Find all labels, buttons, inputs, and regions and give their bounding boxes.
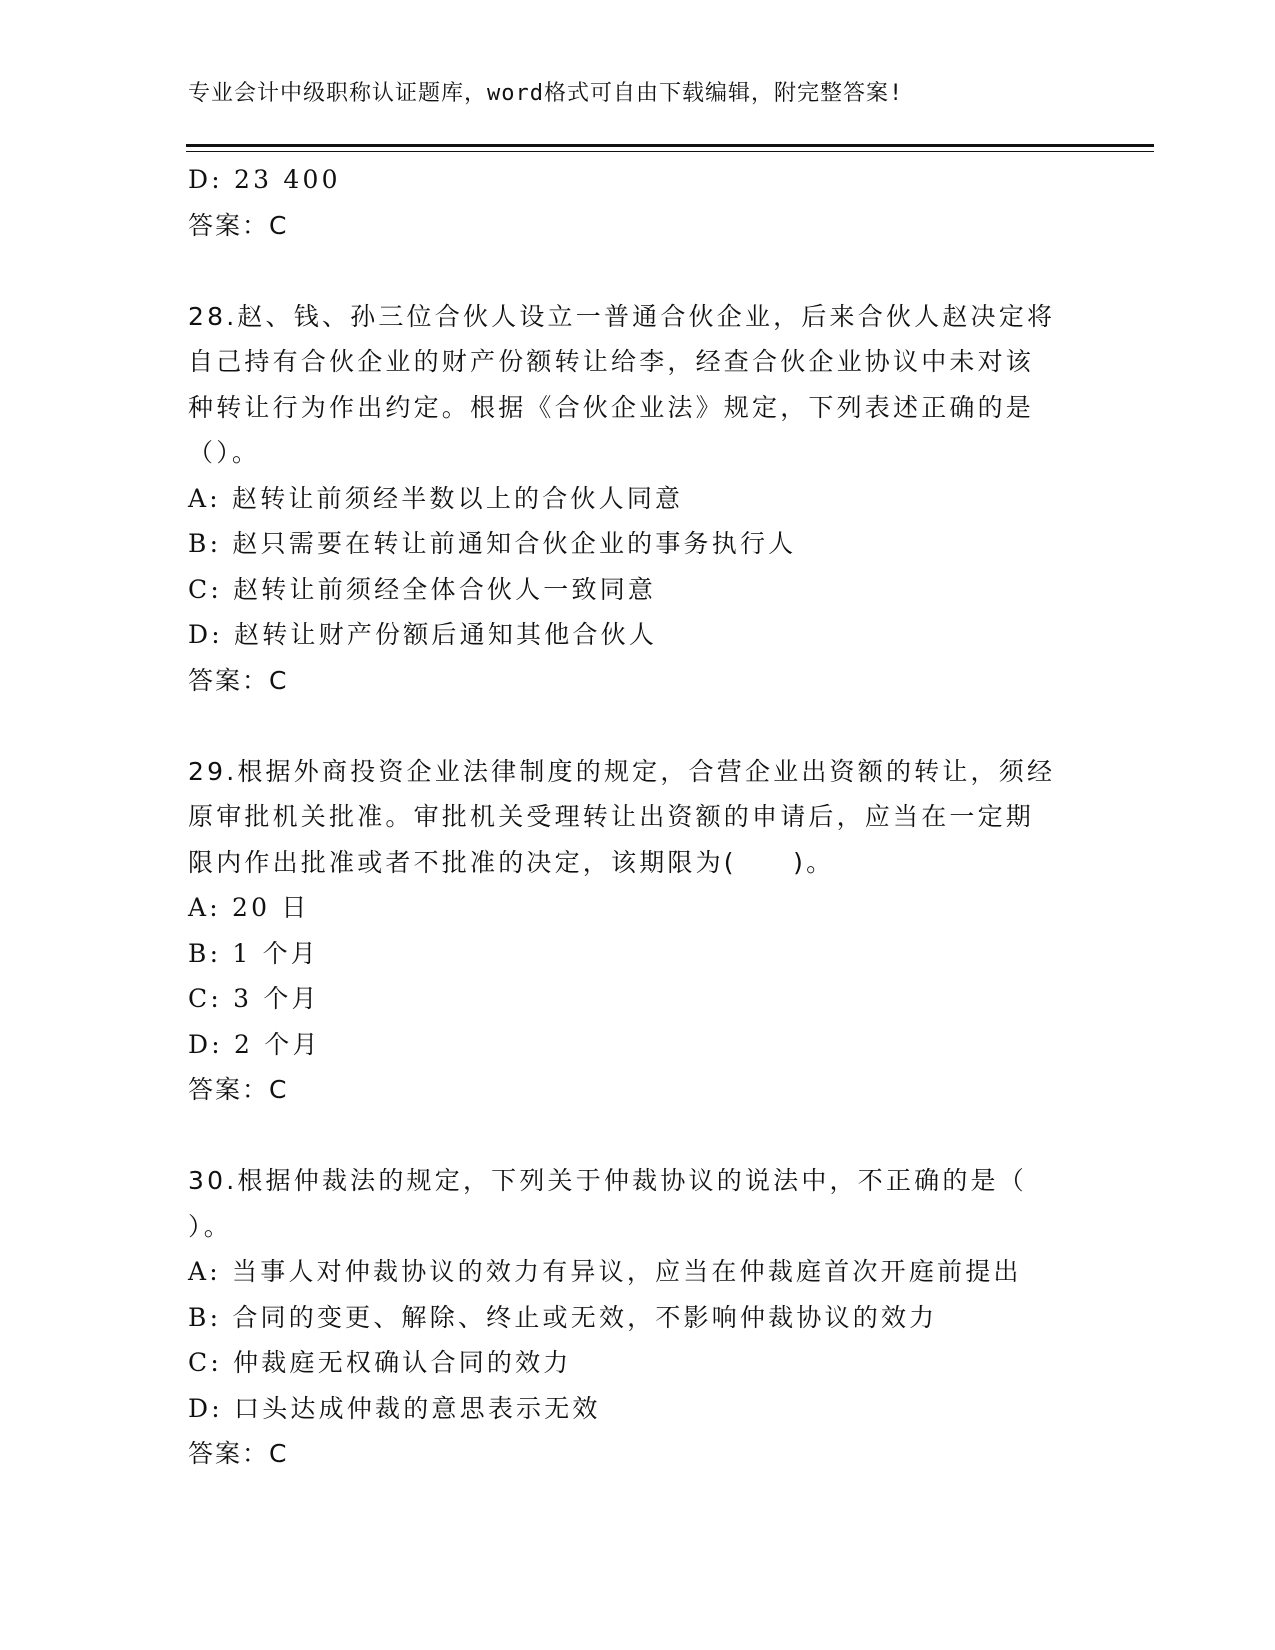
document-body: [188, 157, 1088, 1477]
question-29-option-d: D: 2 个月: [188, 1029, 321, 1059]
question-30-line-2: ）。: [188, 1211, 232, 1241]
question-29-answer: 答案：C: [188, 1075, 289, 1104]
question-29-line-2: 原审批机关批准。审批机关受理转让出资额的申请后，应当在一定期: [188, 802, 1035, 831]
question-29-option-b: B: 1 个月: [188, 938, 319, 968]
prev-option-d: D: 23 400: [188, 165, 341, 194]
question-29: [188, 749, 1088, 1113]
question-28: [188, 294, 1088, 704]
question-29-option-c: C: 3 个月: [188, 984, 320, 1013]
question-30-option-a: A: 当事人对仲裁协议的效力有异议，应当在仲裁庭首次开庭前提出: [188, 1257, 1022, 1286]
spacer: [188, 703, 1088, 749]
question-28-line-1: 28.赵、钱、孙三位合伙人设立一普通合伙企业，后来合伙人赵决定将: [188, 301, 1056, 331]
question-29-line-3: 限内作出批准或者不批准的决定，该期限为( )。: [188, 847, 835, 877]
question-30-option-b: B: 合同的变更、解除、终止或无效，不影响仲裁协议的效力: [188, 1302, 938, 1332]
question-29-line-1: 29.根据外商投资企业法律制度的规定，合营企业出资额的转让，须经: [188, 756, 1056, 786]
question-30-option-d: D: 口头达成仲裁的意思表示无效: [188, 1393, 601, 1423]
question-28-option-d: D: 赵转让财产份额后通知其他合伙人: [188, 620, 658, 649]
spacer: [188, 1113, 1088, 1159]
question-30-option-c: C: 仲裁庭无权确认合同的效力: [188, 1348, 572, 1377]
question-29-option-a: A: 20 日: [188, 893, 310, 922]
question-28-option-b: B: 赵只需要在转让前通知合伙企业的事务执行人: [188, 529, 797, 558]
question-28-line-3: 种转让行为作出约定。根据《合伙企业法》规定，下列表述正确的是: [188, 392, 1035, 422]
question-28-answer: 答案：C: [188, 665, 289, 695]
page-header-text: 专业会计中级职称认证题库，word格式可自由下载编辑，附完整答案!: [188, 81, 904, 106]
question-30-answer: 答案：C: [188, 1439, 289, 1468]
spacer: [188, 248, 1088, 294]
prev-answer: 答案：C: [188, 210, 289, 240]
question-30: [188, 1158, 1088, 1477]
question-28-line-4: （）。: [188, 438, 261, 467]
question-28-option-a: A: 赵转让前须经半数以上的合伙人同意: [188, 483, 684, 513]
question-30-line-1: 30.根据仲裁法的规定，下列关于仲裁协议的说法中，不正确的是（: [188, 1166, 1027, 1195]
question-28-option-c: C: 赵转让前须经全体合伙人一致同意: [188, 574, 657, 604]
header-rule-thick: [186, 144, 1154, 147]
header-rule-thin: [186, 151, 1154, 152]
question-28-line-2: 自己持有合伙企业的财产份额转让给李，经查合伙企业协议中未对该: [188, 347, 1035, 376]
